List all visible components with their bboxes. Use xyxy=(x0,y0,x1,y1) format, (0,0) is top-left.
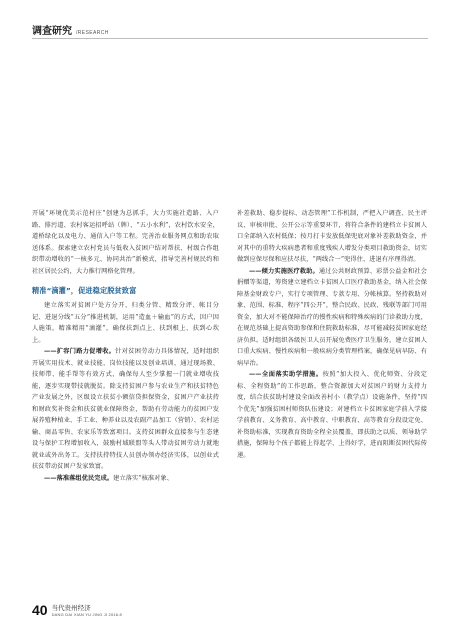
magazine-issue: DANG DAI XIAN YU JING JI 2016.8 xyxy=(51,612,122,617)
magazine-info xyxy=(52,604,122,617)
education-body: 按照“加大投入、优化师资、分段定标、全程资助”的工作思路，整合资源加大对贫困户的财力支持力度，结合扶贫助村建设全面改善村小（教学点）设施条件，坚持“四个优先”加强贫困村师资队伍建设；对建档立卡贫困家庭学前入学接学前教育、义务教育、高中教育、中职教育、高等教育分段设定免、补资助标准，实现教育资助全程全员覆盖，即扶助之以质、领导助学措施，保障每个孩子都能上得起学、上得好学，进而阻断贫困代际传递。 xyxy=(237,371,427,459)
relocation-continued: 补差救助、稳步提标、动态管理”工作机制，严把入户调查、民主评议、审核审批、公开公示等重要环节，将符合条件的建档立卡贫困人口全部纳入农村低保；按月打卡发放低保兜底对象补差救助资金，并对其中的重特大疾病患者和重度残疾人增发分类项目救助资金，切实做到应保尽保和应扶尽扶，“两线合一”兜得住、进退有序理得清。 xyxy=(237,210,427,263)
right-column xyxy=(237,208,427,461)
section-subtitle: /RESEARCH xyxy=(76,30,109,36)
employment-body: 针对贫困劳动力具体情况，适时组织开展实用技术、就业技能、岗位技能以及创业培训，通过现场教、技师带、能手帮等有效方式，确保每人至少掌握一门就业增收技能，逐步实现带技就脱贫。除支持贫困户参与农业生产和扶贫特色产业发展之外，区级设立扶贫小额信贷担保资金，贫困户产业扶持和财政奖补资金和扶贫就业保障资金，帮助有劳动能力的贫困户发展养殖种植业、手工业、种养业以及农副产品加工（营销）、农村运输、商品零售、农家乐等致富项目。支持贫困群众直接参与生态建设与保护工程增加收入，鼓励村域联盟等头人带动贫困劳动力就地就业或外出务工。支持扶持特技人员创办领办经济实体，以创业式扶贫带动贫困户发家致富。 xyxy=(32,348,219,470)
magazine-name: 当代贵州经济 xyxy=(51,604,91,612)
section-heading: 精准“滴灌”，促进稳定脱贫致富 xyxy=(32,286,137,295)
relocation-lead: ——落准落组优民完成。 xyxy=(44,474,114,482)
health-lead: ——倾力实施医疗救助。 xyxy=(249,267,319,275)
main-paragraph: 建立落实对贫困户处方分开、归类分管、精致分评、帐目分记、进退分线“五分”推进机制，运用“造血＋输血”的方式，因户因人施策，精准精用“滴灌”，确保扶到点上、扶到根上、扶到心坎上。 xyxy=(32,302,219,344)
education-paragraph xyxy=(237,369,427,461)
health-body: 通过公共财政预算、彩票公益金和社会捐赠等渠道，筹资建立建档立卡贫困人口医疗救助基金，纳入社会保障基金财政专户，实行专项管理、专款专用、分帐核算。坚持救助对象、范围、标准、程序“四公开”，整合民政、民政、残联等部门可用资金，加大对不能保障治疗的慢性疾病和特殊疾病的门诊救助力度，在规范基础上提高资助参保和住院救助标准，尽可能减轻贫困家庭经济负担。适时组织各级医卫人员开展免费医疗卫生服务，建立贫困人口重大疾病、慢性疾病和一般疾病分类管理档案，确保见病早防、有病早治。 xyxy=(237,267,428,367)
relocation-body: 建立落实“核准对象、 xyxy=(113,474,174,482)
health-paragraph xyxy=(237,266,427,370)
education-lead: ——全面落实助学措施。 xyxy=(249,371,323,378)
running-header xyxy=(32,22,428,39)
relocation-paragraph xyxy=(32,473,219,485)
section-title: 调查研究 xyxy=(32,26,72,37)
page-footer xyxy=(32,597,122,617)
employment-lead: ——扩容门路力促增收。 xyxy=(44,348,116,355)
page-number: 40 xyxy=(32,602,48,618)
employment-paragraph xyxy=(32,346,219,473)
left-column xyxy=(32,208,219,484)
intro-paragraph: 开展“环境优美示范村庄”创建为总抓手，大力实施社造路、入户路、排污道、农村客运招呼站（牌）、“五小水利”，农村饮水安全，道桥绿化以及电力、通信入户等工程。完善治业服务网点和助农取送体系。探索建立农村党员与低收入贫困户结对帮扶、村级合作组织带动增收的“一核多元、协同共治”新模式，指导完善村规民约和社区居民公约，大力推行网格化管理。 xyxy=(32,210,219,275)
